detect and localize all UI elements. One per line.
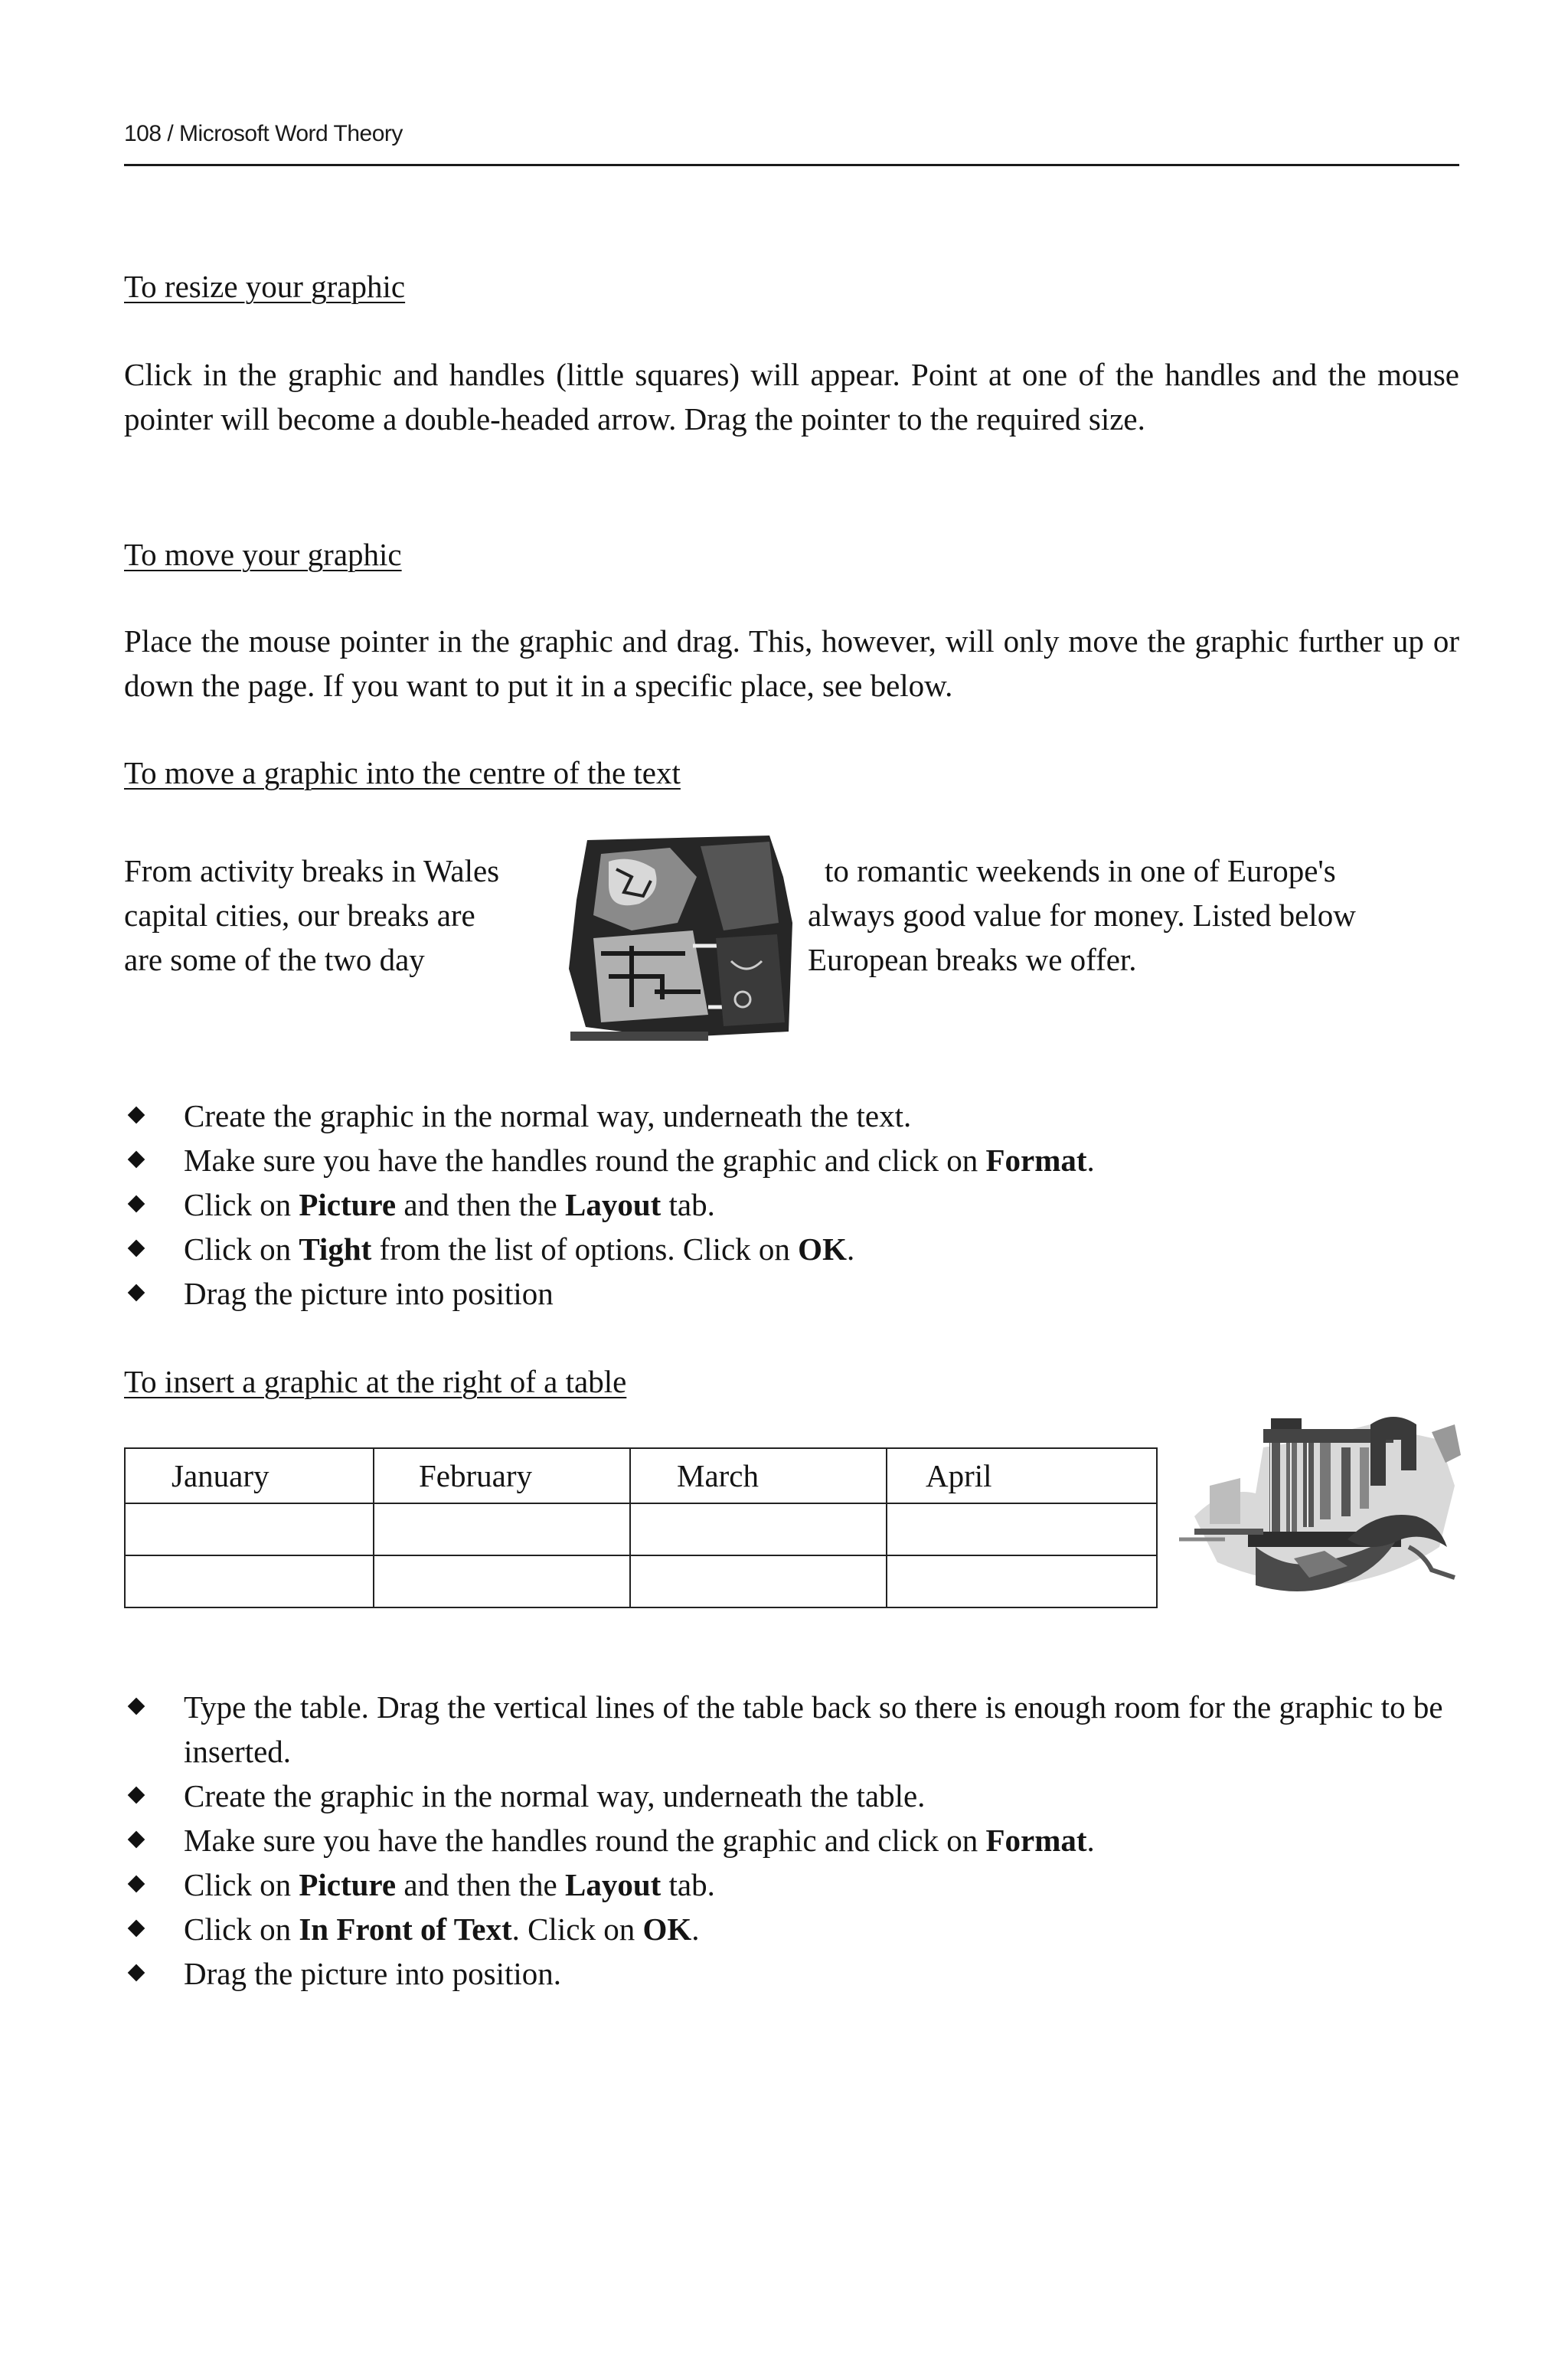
wrap-left-line: From activity breaks in Wales	[124, 853, 500, 888]
table-header-cell: March	[630, 1448, 887, 1503]
list-item: Drag the picture into position	[124, 1271, 1459, 1316]
diamond-bullet-icon	[128, 1787, 145, 1804]
table-cell	[125, 1503, 374, 1555]
diamond-bullet-icon	[128, 1151, 145, 1169]
list-item: Click on Picture and then the Layout tab.	[124, 1862, 1459, 1907]
list-item: Click on Picture and then the Layout tab.	[124, 1182, 1459, 1227]
heading-graphic-centre-text: To move a graphic into the centre of the text	[124, 755, 681, 790]
table-header-cell: February	[374, 1448, 630, 1503]
paragraph-resize-graphic: Click in the graphic and handles (little squares) will appear. Point at one of the handles and the mouse pointer will become a double-headed arrow. Drag the pointer to the required size.	[124, 357, 1459, 437]
diamond-bullet-icon	[128, 1284, 145, 1302]
wrap-text-left	[124, 849, 499, 982]
heading-graphic-right-of-table: To insert a graphic at the right of a table	[124, 1364, 627, 1399]
paragraph-move-graphic: Place the mouse pointer in the graphic and drag. This, however, will only move the graphic further up or down the page. If you want to put it in a specific place, see below.	[124, 623, 1459, 703]
diamond-bullet-icon	[128, 1240, 145, 1257]
table-cell	[630, 1555, 887, 1607]
wrap-right-line: always good value for money. Listed below	[808, 898, 1356, 933]
table-cell	[887, 1555, 1157, 1607]
diamond-bullet-icon	[128, 1698, 145, 1715]
temple-ruins-clipart-image	[1179, 1394, 1470, 1601]
table-cell	[125, 1555, 374, 1607]
list-item: Create the graphic in the normal way, underneath the table.	[124, 1774, 1459, 1818]
table-header-cell: January	[125, 1448, 374, 1503]
wrap-right-line: to romantic weekends in one of Europe's	[825, 853, 1336, 888]
list-item: Make sure you have the handles round the graphic and click on Format.	[124, 1138, 1459, 1182]
diamond-bullet-icon	[128, 1876, 145, 1893]
diamond-bullet-icon	[128, 1964, 145, 1982]
list-item: Click on Tight from the list of options. Click on OK.	[124, 1227, 1459, 1271]
heading-move-graphic: To move your graphic	[124, 537, 402, 572]
wrap-right-line: European breaks we offer.	[808, 942, 1137, 977]
bullet-list-table	[124, 1685, 1459, 1996]
table-header-cell: April	[887, 1448, 1157, 1503]
list-item: Drag the picture into position.	[124, 1951, 1459, 1996]
map-clipart-image	[540, 831, 815, 1045]
wrap-left-line: are some of the two day	[124, 942, 425, 977]
bullet-list-centre	[124, 1094, 1459, 1316]
running-header: 108 / Microsoft Word Theory	[124, 121, 403, 146]
table-cell	[374, 1503, 630, 1555]
table-cell	[374, 1555, 630, 1607]
wrap-left-line: capital cities, our breaks are	[124, 898, 475, 933]
diamond-bullet-icon	[128, 1831, 145, 1849]
table-cell	[630, 1503, 887, 1555]
diamond-bullet-icon	[128, 1920, 145, 1938]
list-item: Make sure you have the handles round the graphic and click on Format.	[124, 1818, 1459, 1862]
diamond-bullet-icon	[128, 1195, 145, 1213]
list-item: Click on In Front of Text. Click on OK.	[124, 1907, 1459, 1951]
wrap-text-right	[808, 849, 1356, 982]
list-item: Create the graphic in the normal way, underneath the text.	[124, 1094, 1459, 1138]
list-item: Type the table. Drag the vertical lines of the table back so there is enough room for the graphic to be inserted.	[124, 1685, 1459, 1774]
diamond-bullet-icon	[128, 1107, 145, 1124]
header-rule	[124, 164, 1459, 166]
table-cell	[887, 1503, 1157, 1555]
heading-resize-graphic: To resize your graphic	[124, 269, 406, 304]
month-table	[124, 1447, 1158, 1608]
